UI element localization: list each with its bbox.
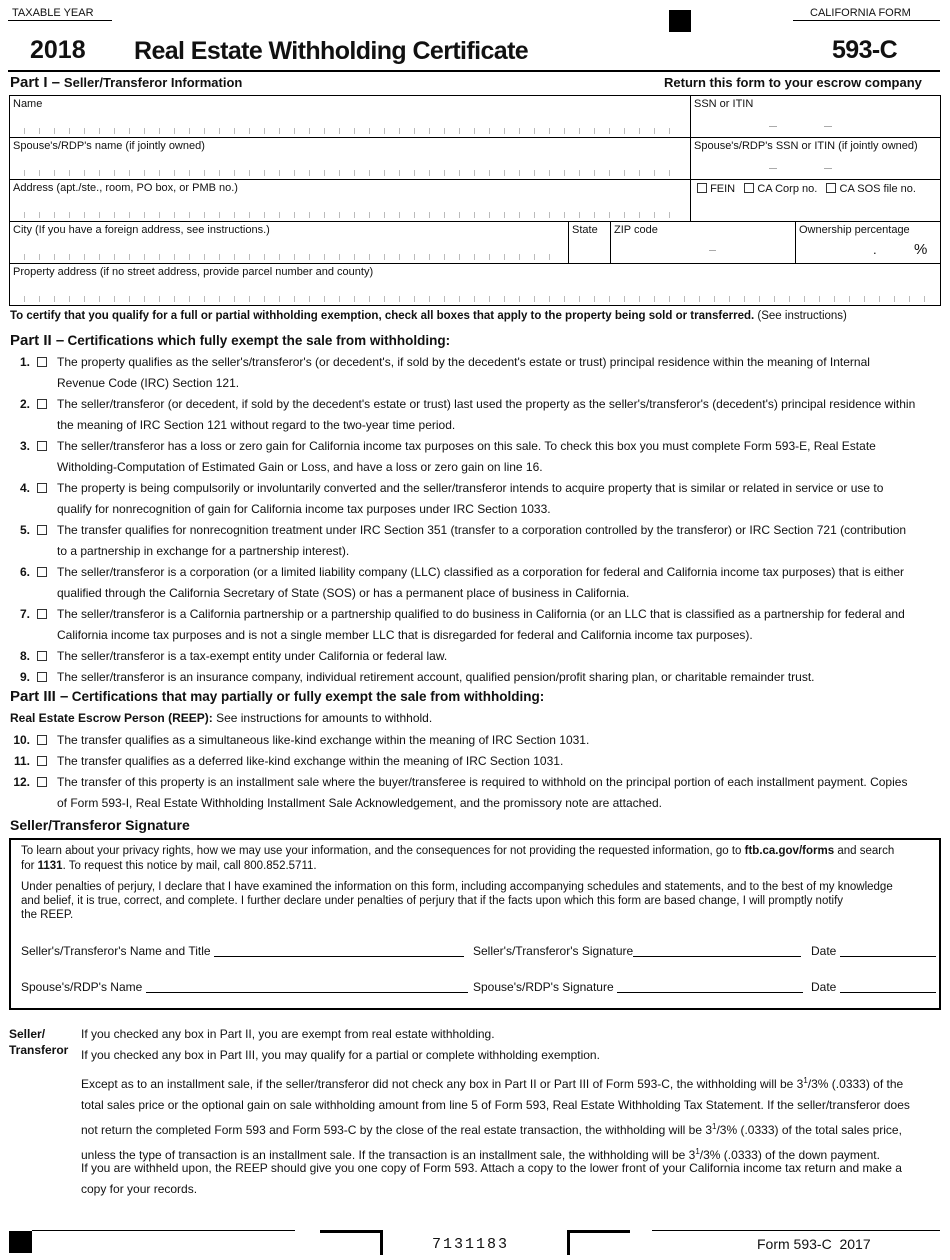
certification-item [10, 730, 940, 751]
part3-heading-text: Certifications that may partially or fully exempt the sale from withholding: [71, 689, 545, 704]
checkbox-wrap[interactable] [37, 667, 47, 688]
spouse-ssn-field[interactable] [691, 138, 941, 180]
form-title: Real Estate Withholding Certificate [134, 37, 529, 65]
header-rule [8, 70, 940, 72]
item-text-line: The seller/transferor is an insurance company, individual retirement account, qualified pension/profit sharing plan, or charitable remainder trust. [57, 670, 815, 684]
privacy-text: . To request this notice by mail, call 800.852.5711. [62, 860, 317, 872]
item-number: 9. [19, 670, 30, 684]
certify-text: To certify that you qualify for a full or partial withholding exemption, check all boxes that apply to the property being sold or transferred. [10, 310, 755, 322]
spouse-date-field[interactable] [840, 980, 936, 993]
registration-mark [669, 10, 691, 32]
notes-line-2: If you checked any box in Part III, you may qualify for a partial or complete withholding exemption. [81, 1048, 600, 1062]
california-form-rule [793, 20, 940, 21]
city-label: City (If you have a foreign address, see instructions.) [13, 224, 270, 236]
footer-rule-right [652, 1230, 940, 1231]
spouse-signature-field[interactable] [617, 980, 803, 993]
notes-para2-line: copy for your records. [81, 1182, 198, 1196]
item-text-line: qualify for nonrecognition of gain for California income tax purposes under IRC Section 1033. [57, 502, 551, 516]
signature-row-spouse [21, 980, 468, 994]
item-number: 10. [13, 733, 30, 747]
item-number: 4. [19, 481, 30, 495]
item-text-line: The seller/transferor is a California partnership or a partnership qualified to do business in California (or an LLC that is classified as a partnership for federal and [57, 607, 905, 621]
certification-item [10, 520, 940, 562]
name-field[interactable] [10, 96, 691, 138]
notes-para1-line: not return the completed Form 593 and Form 593-C by the close of the real estate transaction, the withholding will be $3^1/3\%$ (.0333) of the total sales price, [81, 1122, 902, 1137]
zip-field[interactable] [611, 222, 796, 264]
item-number: 8. [19, 649, 30, 663]
certification-checkbox[interactable] [37, 672, 47, 682]
signature-heading: Seller/Transferor Signature [10, 817, 190, 833]
checkbox-wrap[interactable] [37, 394, 47, 415]
certification-item [10, 562, 940, 604]
char-ticks [24, 212, 684, 218]
item-text-line: The seller/transferor (or decedent, if sold by the decedent's estate or trust) last used the property as the seller's/transferor's (decedent's) principal residence within [57, 397, 916, 411]
certification-checkbox[interactable] [37, 399, 47, 409]
form-year: 2018 [30, 36, 86, 64]
checkbox-wrap[interactable] [37, 478, 47, 499]
checkbox-wrap[interactable] [37, 520, 47, 541]
perjury-line: Under penalties of perjury, I declare that I have examined the information on this form, including accompanying schedules and statements, and to the best of my knowledge [21, 881, 893, 893]
address-field[interactable] [10, 180, 691, 222]
item-text-line: The seller/transferor has a loss or zero gain for California income tax purposes on this sale. To check this box you must complete Form 593-E, Real Estate [57, 439, 876, 453]
ssn-dash-2 [824, 126, 832, 127]
notes-para1-line: total sales price or the optional gain on sale withholding amount from line 5 of Form 593, Real Estate Withholding Tax Statement. If the seller/transferor does [81, 1098, 910, 1112]
item-text-line: the meaning of IRC Section 121 without regard to the two-year time period. [57, 418, 456, 432]
checkbox-wrap[interactable] [37, 604, 47, 625]
part3-heading-part: Part III – [10, 688, 69, 705]
certification-checkbox[interactable] [37, 441, 47, 451]
footer-form-id [757, 1236, 871, 1252]
item-text-line: The transfer qualifies as a deferred like-kind exchange within the meaning of IRC Section 1031. [57, 754, 564, 768]
signature-row-seller [21, 944, 464, 958]
footer-form-label: Form 593-C [757, 1236, 832, 1252]
char-ticks [24, 128, 684, 134]
privacy-number: 1131 [37, 860, 63, 872]
item-text-line: Revenue Code (IRC) Section 121. [57, 376, 240, 390]
certification-item [10, 772, 940, 814]
certification-checkbox[interactable] [37, 483, 47, 493]
certification-checkbox[interactable] [37, 651, 47, 661]
certify-instruction [10, 310, 847, 322]
perjury-declaration [21, 880, 933, 922]
privacy-text: To learn about your privacy rights, how we may use your information, and the consequences for not providing the requested information, go to [21, 845, 742, 857]
ownership-percent: % [914, 241, 928, 258]
checkbox-wrap[interactable] [37, 436, 47, 457]
id-type-options [697, 183, 916, 195]
ownership-label: Ownership percentage [799, 224, 910, 236]
state-label: State [572, 224, 598, 236]
seller-name-title-field[interactable] [214, 944, 464, 957]
ssn-dash-1 [769, 126, 777, 127]
notes-paragraph-1 [81, 1070, 938, 1166]
certification-checkbox[interactable] [37, 525, 47, 535]
signature-row-spouse-sig [473, 980, 803, 994]
form-number: 593-C [832, 36, 898, 64]
seller-date-field[interactable] [840, 944, 936, 957]
city-field[interactable] [10, 222, 569, 264]
footer-bracket-right [567, 1230, 630, 1255]
item-text-line: The property is being compulsorily or involuntarily converted and the seller/transferor intends to acquire property that is similar or related in service or use to [57, 481, 884, 495]
part2-heading-part: Part II – [10, 332, 65, 349]
property-address-label: Property address (if no street address, provide parcel number and county) [13, 266, 374, 278]
char-ticks [24, 170, 684, 176]
reep-text: See instructions for amounts to withhold. [216, 711, 433, 725]
signature-row-seller-sig [473, 944, 801, 958]
notes-para2-line: If you are withheld upon, the REEP should give you one copy of Form 593. Attach a copy to the lower front of your California income tax return and make a [81, 1161, 902, 1175]
item-text-line: California income tax purposes and is not a single member LLC that is disregarded for federal and California income tax purposes). [57, 628, 753, 642]
part2-heading [10, 332, 450, 349]
char-ticks [24, 296, 934, 302]
certification-item [10, 436, 940, 478]
return-note: Return this form to your escrow company [664, 75, 922, 90]
spouse-date-label: Date [811, 980, 837, 994]
certification-item [10, 478, 940, 520]
seller-date-label: Date [811, 944, 837, 958]
spouse-name-label: Spouse's/RDP's Name [21, 980, 143, 994]
notes-para1-line: unless the type of transaction is an installment sale. If the transaction is an installment sale, the withholding will be $3^1/3\%$ (.0333) of the down payment. [81, 1147, 880, 1162]
part1-heading-part: Part I – [10, 74, 61, 91]
item-text-line: to a partnership in exchange for a partnership interest). [57, 544, 350, 558]
footer-bracket-left [320, 1230, 383, 1255]
certification-item [10, 751, 940, 772]
item-number: 1. [19, 355, 30, 369]
certification-item [10, 394, 940, 436]
ssn-dash-1 [769, 168, 777, 169]
certification-checkbox[interactable] [37, 735, 47, 745]
notes-line-1: If you checked any box in Part II, you are exempt from real estate withholding. [81, 1027, 495, 1041]
address-label: Address (apt./ste., room, PO box, or PMB no.) [13, 182, 238, 194]
certification-checkbox[interactable] [37, 609, 47, 619]
perjury-line: and belief, it is true, correct, and complete. I further declare under penalties of perjury that if the facts upon which this form are based change, I will promptly notify [21, 895, 844, 907]
item-text-line: of Form 593-I, Real Estate Withholding Installment Sale Acknowledgement, and the promissory note are attached. [57, 796, 662, 810]
item-text-line: Witholding-Computation of Estimated Gain or Loss, and have a loss or zero gain on line 16. [57, 460, 543, 474]
item-number: 3. [19, 439, 30, 453]
property-address-field[interactable] [10, 264, 941, 306]
taxable-year-label: TAXABLE YEAR [12, 7, 94, 19]
footer-form-year: 2017 [839, 1236, 871, 1252]
privacy-link[interactable]: ftb.ca.gov/forms [744, 845, 835, 857]
spouse-signature-label: Spouse's/RDP's Signature [473, 980, 614, 994]
certification-item [10, 667, 940, 688]
privacy-text: for [21, 860, 35, 872]
certification-item [10, 646, 940, 667]
ssn-dash-2 [824, 168, 832, 169]
char-ticks [24, 254, 562, 260]
reep-line [10, 711, 432, 725]
ca-corp-label: CA Corp no. [757, 183, 818, 195]
zip-label: ZIP code [614, 224, 658, 236]
notes-paragraph-2 [81, 1158, 938, 1200]
ownership-decimal: . [873, 242, 877, 257]
notes-side-label [9, 1026, 68, 1058]
ca-sos-label: CA SOS file no. [839, 183, 916, 195]
certification-item [10, 352, 940, 394]
item-text-line: The seller/transferor is a corporation (or a limited liability company (LLC) classified as a corporation for federal and California income tax purposes) that is either [57, 565, 905, 579]
ssn-label: SSN or ITIN [694, 98, 754, 110]
signature-row-spouse-date [811, 980, 936, 994]
ca-corp-checkbox[interactable] [744, 183, 754, 193]
footer-code: 7131183 [432, 1236, 510, 1253]
certification-checkbox[interactable] [37, 777, 47, 787]
ownership-field[interactable] [796, 222, 941, 264]
notes-side-label-2: Transferor [9, 1043, 69, 1057]
item-number: 12. [13, 775, 30, 789]
taxable-year-rule [8, 20, 112, 21]
certification-item [10, 604, 940, 646]
checkbox-wrap[interactable] [37, 352, 47, 373]
checkbox-wrap[interactable] [37, 730, 47, 751]
part1-heading-text: Seller/Transferor Information [63, 75, 243, 90]
item-text-line: The transfer qualifies for nonrecognition treatment under IRC Section 351 (transfer to a corporation controlled by the transferor) or IRC Section 721 (contribution [57, 523, 907, 537]
footer-registration-mark [9, 1231, 32, 1253]
certification-checkbox[interactable] [37, 357, 47, 367]
seller-signature-label: Seller's/Transferor's Signature [473, 944, 634, 958]
california-form-label: CALIFORNIA FORM [810, 7, 911, 19]
privacy-notice [21, 844, 933, 874]
signature-box [9, 838, 941, 1010]
ca-sos-checkbox[interactable] [826, 183, 836, 193]
certify-note: (See instructions) [757, 310, 847, 322]
privacy-text: and search [837, 845, 895, 857]
item-number: 5. [19, 523, 30, 537]
footer-rule-left [32, 1230, 295, 1231]
perjury-line: the REEP. [21, 909, 74, 921]
zip-dash [709, 250, 716, 251]
signature-row-seller-date [811, 944, 936, 958]
seller-signature-field[interactable] [633, 944, 801, 957]
item-number: 6. [19, 565, 30, 579]
fein-checkbox[interactable] [697, 183, 707, 193]
item-number: 7. [19, 607, 30, 621]
fein-label: FEIN [710, 183, 736, 195]
notes-side-label-1: Seller/ [9, 1027, 46, 1041]
part2-heading-text: Certifications which fully exempt the sale from withholding: [67, 333, 451, 348]
privacy-line-1 [21, 844, 933, 859]
part3-heading [10, 688, 544, 705]
checkbox-wrap[interactable] [37, 751, 47, 772]
certification-checkbox[interactable] [37, 756, 47, 766]
spouse-ssn-label: Spouse's/RDP's SSN or ITIN (if jointly owned) [694, 140, 918, 152]
checkbox-wrap[interactable] [37, 646, 47, 667]
item-text-line: qualified through the California Secretary of State (SOS) or has a permanent place of business in California. [57, 586, 630, 600]
spouse-name-field[interactable] [10, 138, 691, 180]
reep-label: Real Estate Escrow Person (REEP): [10, 711, 213, 725]
item-number: 11. [13, 754, 30, 768]
item-text-line: The property qualifies as the seller's/transferor's (or decedent's, if sold by the decedent's estate or trust) principal residence within the meaning of Internal [57, 355, 870, 369]
seller-name-title-label: Seller's/Transferor's Name and Title [21, 944, 211, 958]
item-number: 2. [19, 397, 30, 411]
id-type-field [691, 180, 941, 222]
checkbox-wrap[interactable] [37, 772, 47, 793]
item-text-line: The seller/transferor is a tax-exempt entity under California or federal law. [57, 649, 448, 663]
notes-para1-line: Except as to an installment sale, if the seller/transferor did not check any box in Part II or Part III of Form 593-C, the withholding will be $3^1/3\%$ (.0333) of the [81, 1076, 904, 1091]
spouse-name-field[interactable] [146, 980, 468, 993]
privacy-line-2 [21, 859, 933, 874]
seller-info-grid [9, 95, 941, 306]
certification-checkbox[interactable] [37, 567, 47, 577]
item-text-line: The transfer qualifies as a simultaneous like-kind exchange within the meaning of IRC Section 1031. [57, 733, 590, 747]
spouse-name-label: Spouse's/RDP's name (if jointly owned) [13, 140, 205, 152]
item-text-line: The transfer of this property is an installment sale where the buyer/transferee is required to withhold on the principal portion of each installment payment. Copies [57, 775, 908, 789]
ssn-field[interactable] [691, 96, 941, 138]
checkbox-wrap[interactable] [37, 562, 47, 583]
name-label: Name [13, 98, 43, 110]
state-field[interactable] [569, 222, 611, 264]
part1-heading [10, 74, 242, 91]
